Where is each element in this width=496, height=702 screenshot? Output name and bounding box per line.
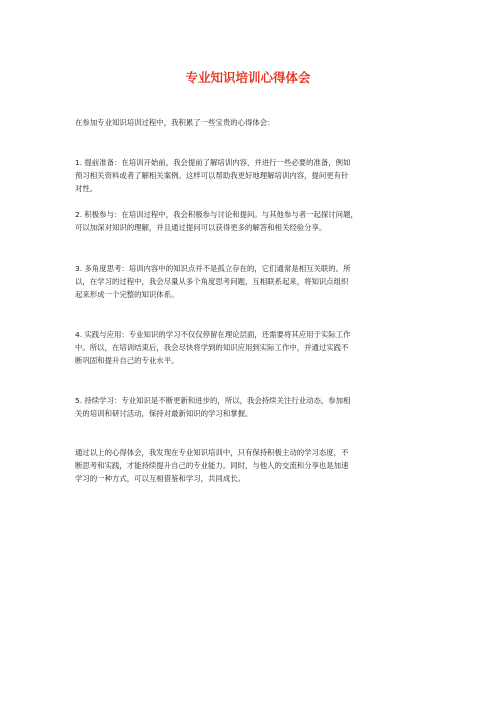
point-3-line-1: 3. 多角度思考：培训内容中的知识点并不是孤立存在的，它们通常是相互关联的。所 xyxy=(75,264,351,273)
conclusion-line-3: 学习的一种方式，可以互相借鉴和学习，共同成长。 xyxy=(75,474,245,483)
point-4-line-2: 中。所以，在培训结束后，我会尽快将学到的知识应用到实际工作中，并通过实践不 xyxy=(75,343,349,352)
point-2-line-2: 可以加深对知识的理解，并且通过提问可以获得更多的解答和相关经验分享。 xyxy=(75,223,327,232)
point-1-line-2: 预习相关资料或者了解相关案例。这样可以帮助我更好地理解培训内容，提问更有针 xyxy=(75,171,349,180)
conclusion-line-1: 通过以上的心得体会，我发现在专业知识培训中，只有保持积极主动的学习态度，不 xyxy=(75,448,349,457)
conclusion-line-2: 断思考和实践，才能持续提升自己的专业能力。同时，与他人的交流和分享也是加速 xyxy=(75,461,349,470)
intro-paragraph: 在参加专业知识培训过程中，我积累了一些宝贵的心得体会： xyxy=(75,118,275,127)
point-4-line-1: 4. 实践与应用：专业知识的学习不仅仅停留在理论层面，还需要将其应用于实际工作 xyxy=(75,330,351,339)
point-4-line-3: 断巩固和提升自己的专业水平。 xyxy=(75,356,179,365)
point-3-line-3: 起来形成一个完整的知识体系。 xyxy=(75,290,179,299)
point-3-paragraph xyxy=(75,262,350,301)
point-5-line-2: 关的培训和研讨活动，保持对最新知识的学习和掌握。 xyxy=(75,409,253,418)
conclusion-paragraph xyxy=(75,446,348,485)
point-5-paragraph xyxy=(75,394,350,420)
point-4-paragraph xyxy=(75,328,350,367)
point-1-paragraph xyxy=(75,156,350,195)
point-1-line-3: 对性。 xyxy=(75,184,98,193)
document-title: 专业知识培训心得体会 xyxy=(185,70,311,85)
point-5-line-1: 5. 持续学习：专业知识是不断更新和进步的，所以，我会持续关注行业动态，参加相 xyxy=(75,396,351,405)
point-3-line-2: 以，在学习的过程中，我会尽量从多个角度思考问题，互相联系起来，将知识点组织 xyxy=(75,277,349,286)
point-2-paragraph xyxy=(75,208,358,234)
point-2-line-1: 2. 积极参与：在培训过程中，我会积极参与讨论和提问。与其他参与者一起探讨问题， xyxy=(75,210,358,219)
point-1-line-1: 1. 提前准备：在培训开始前，我会提前了解培训内容，并进行一些必要的准备，例如 xyxy=(75,158,351,167)
